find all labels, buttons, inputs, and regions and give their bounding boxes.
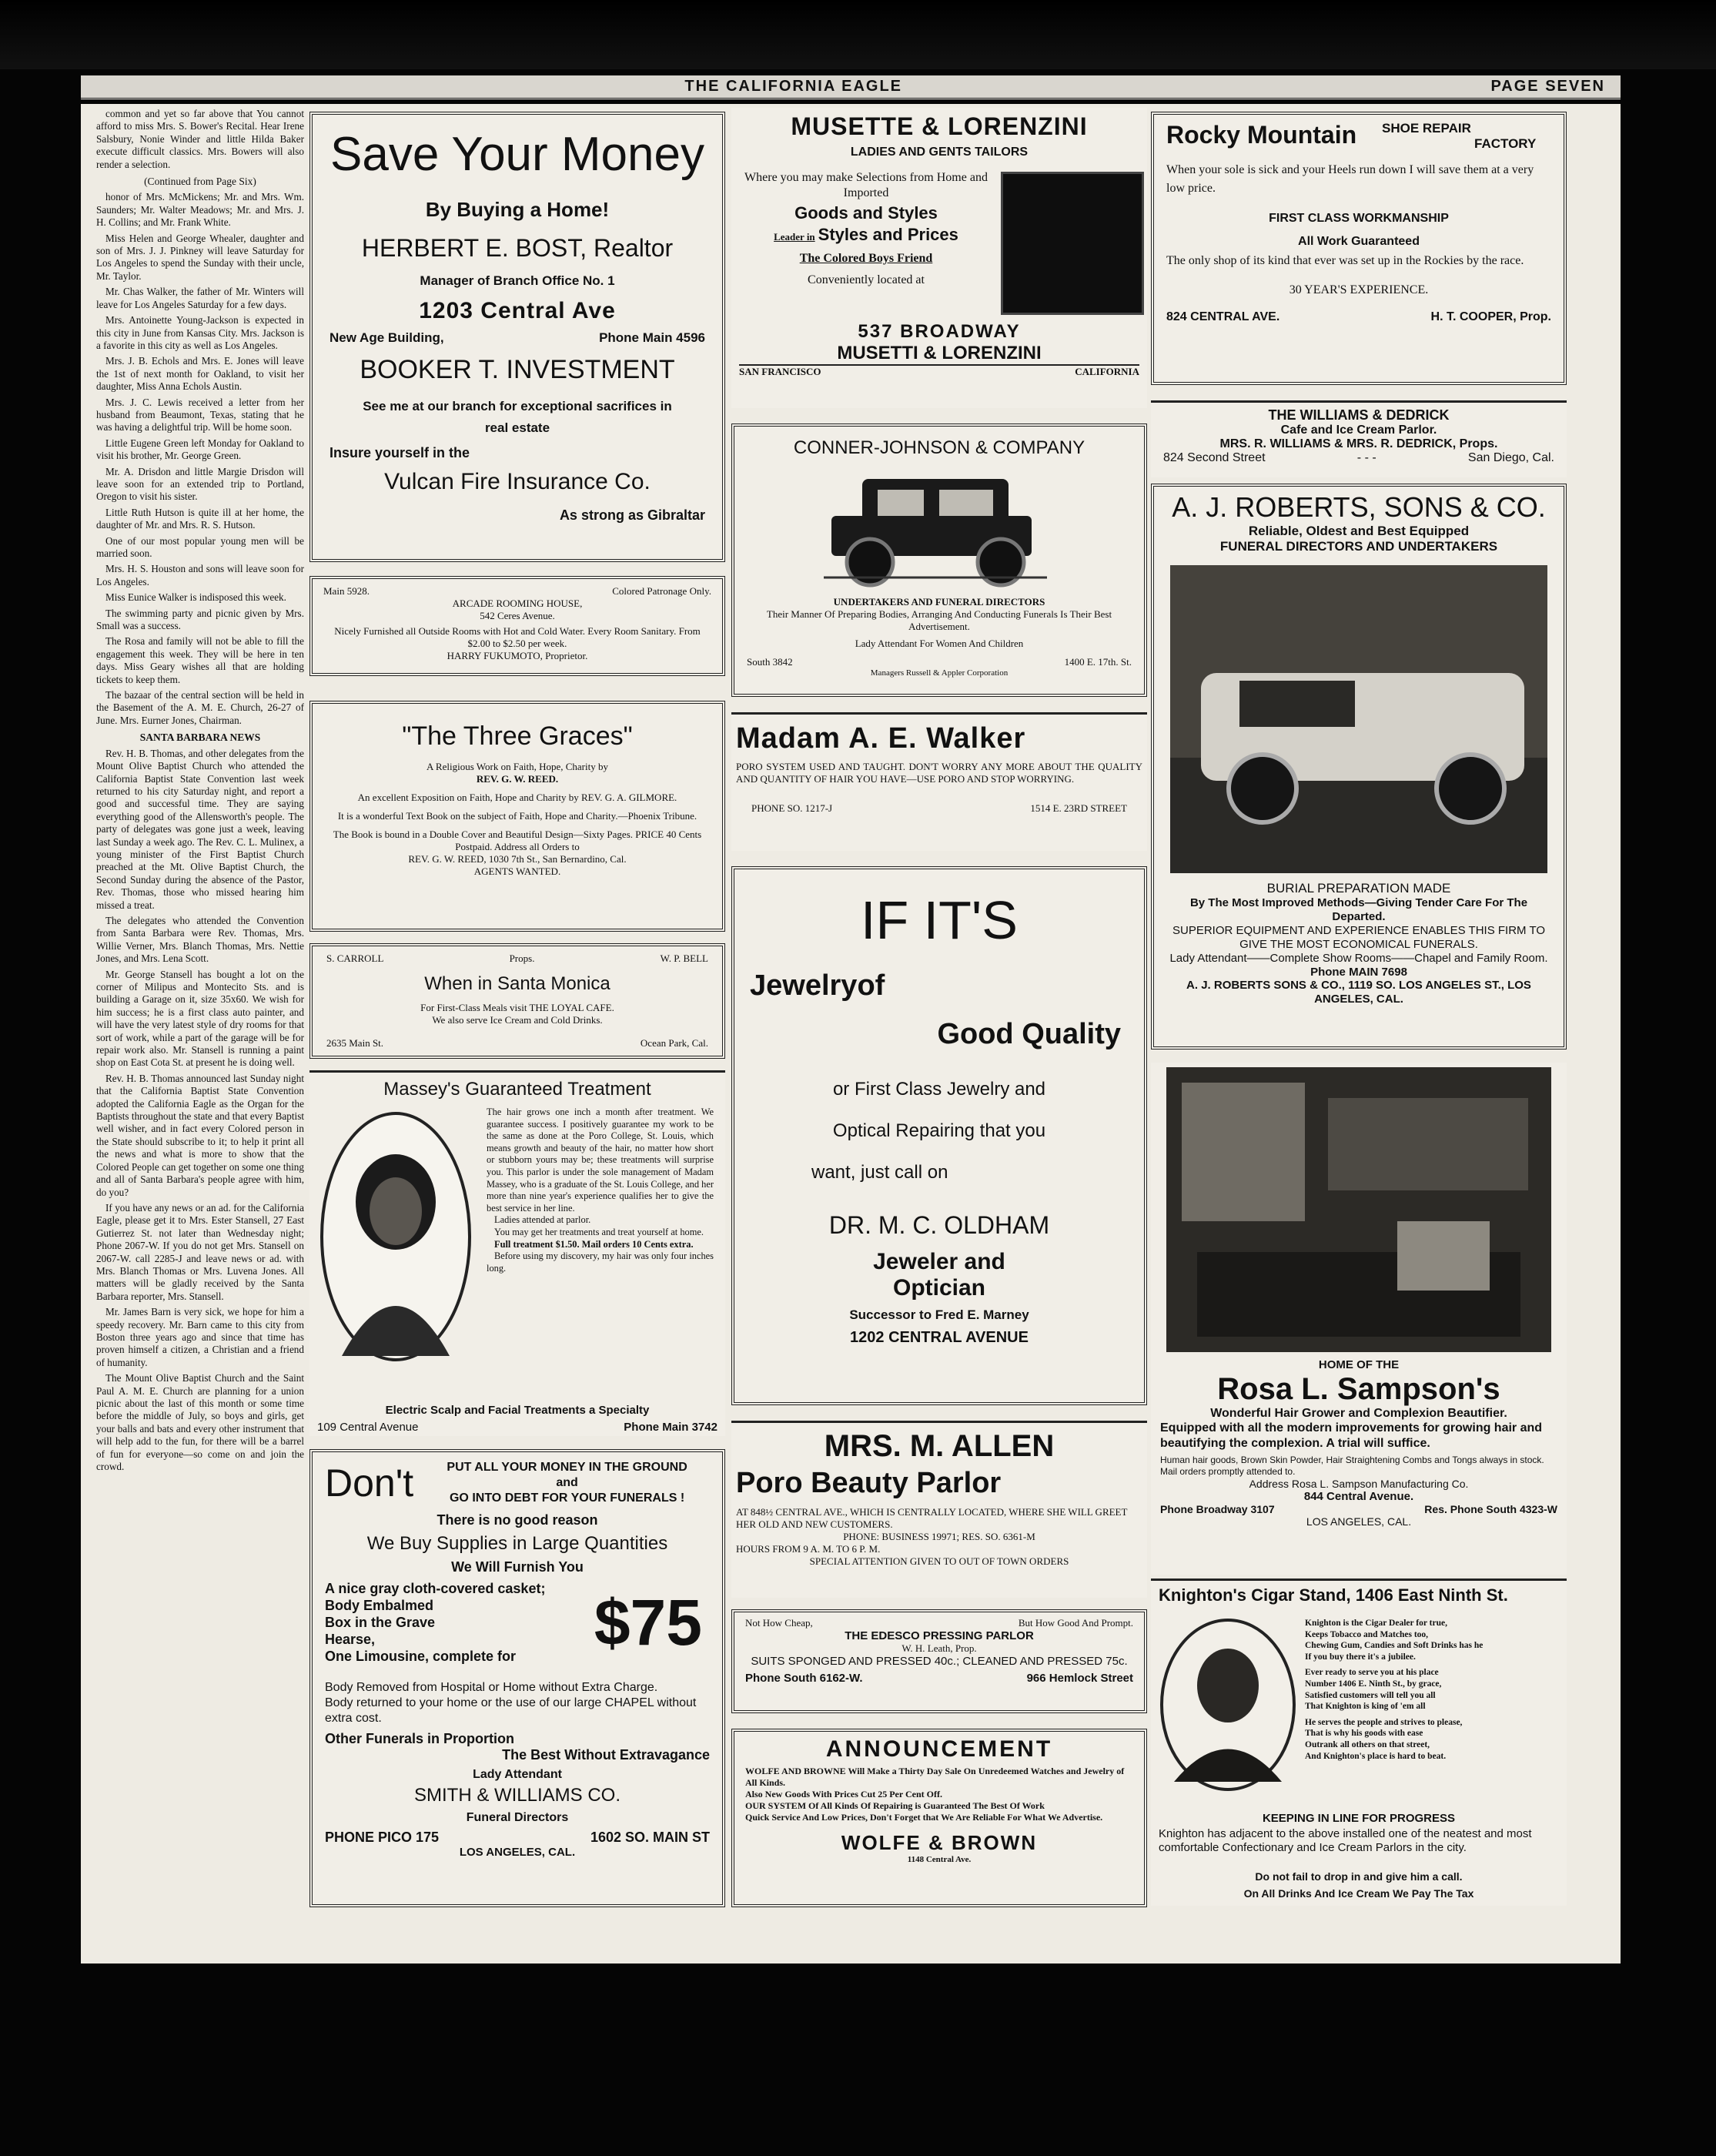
ad-line: On All Drinks And Ice Cream We Pay The Tax — [1243, 1887, 1474, 1900]
ad-line: SUPERIOR EQUIPMENT AND EXPERIENCE ENABLES THIS FIRM TO GIVE THE MOST ECONOMICAL FUNERALS. — [1172, 924, 1545, 951]
knighton-portrait — [1159, 1616, 1297, 1793]
ad-line: WOLFE AND BROWNE Will Make a Thirty Day Sale On Unredeemed Watches and Jewelry of All Kinds. — [745, 1766, 1125, 1788]
ad-line: Electric Scalp and Facial Treatments a Specialty — [385, 1404, 650, 1417]
ad-line: ARCADE ROOMING HOUSE, — [452, 598, 583, 609]
ad-title: Rocky Mountain — [1166, 121, 1357, 149]
santa-barbara-news — [96, 748, 304, 1474]
ad-text: 1602 SO. MAIN ST — [590, 1830, 710, 1845]
ad-text: 109 Central Avenue — [317, 1421, 419, 1434]
ad-title: Rosa L. Sampson's — [1217, 1372, 1500, 1406]
ad-price: $75 — [594, 1586, 702, 1659]
ad-line: Successor to Fred E. Marney — [849, 1307, 1029, 1322]
ad-row — [739, 364, 1139, 378]
ad-line: W. H. Leath, Prop. — [901, 1642, 977, 1654]
ad-text: Styles and Prices — [818, 225, 958, 244]
ad-knighton-cigar — [1151, 1578, 1567, 1906]
ad-line: Cafe and Ice Cream Parlor. — [1280, 424, 1437, 437]
ad-line: Quick Service And Low Prices, Don't Forget that We Are Reliable For What We Advertise. — [745, 1812, 1103, 1823]
ad-line: LADIES AND GENTS TAILORS — [850, 146, 1029, 159]
poem-line: That is why his goods with ease — [1305, 1729, 1423, 1739]
ad-line: want, just call on — [811, 1162, 948, 1183]
ad-line: The only shop of its kind that ever was set up in the Rockies by the race. — [1166, 254, 1524, 267]
ad-title: ANNOUNCEMENT — [825, 1736, 1053, 1762]
ad-mrs-allen — [731, 1421, 1147, 1598]
hearse-illustration — [747, 462, 1132, 593]
ad-line: REV. G. W. REED, 1030 7th St., San Bernardino, Cal. — [408, 853, 627, 865]
ad-line: LOS ANGELES, CAL. — [1306, 1515, 1412, 1528]
ad-body — [739, 159, 1139, 352]
ad-item: A nice gray cloth-covered casket; — [325, 1581, 546, 1596]
scan-border-top — [0, 0, 1716, 69]
poem-line: Number 1406 E. Ninth St., by grace, — [1305, 1679, 1442, 1689]
ad-line: 1203 Central Ave — [419, 298, 616, 323]
ad-text: Not How Cheap, — [745, 1617, 813, 1629]
ad-row — [329, 330, 705, 346]
ad-line: Vulcan Fire Insurance Co. — [384, 469, 651, 494]
ad-text: Phone South 6162-W. — [745, 1672, 863, 1685]
news-paragraph: The swimming party and picnic given by Mrs. Small was a success. — [96, 607, 304, 632]
ad-text: FACTORY — [1474, 136, 1537, 151]
ad-line: We also serve Ice Cream and Cold Drinks. — [432, 1014, 603, 1026]
news-paragraph: The Rosa and family will not be able to fill the engagement this week. They will be here in ten days. Miss Geary wishes all that are holding tickets to keep them. — [96, 635, 304, 685]
news-paragraph: Mrs. Antoinette Young-Jackson is expected in this city in June from Kansas City. Mrs. Jackson is a favorite in this city as well as Los Angeles. — [96, 314, 304, 351]
ad-text: Full treatment $1.50. Mail orders 10 Cents extra. — [494, 1238, 694, 1250]
ad-text: Before using my discovery, my hair was only four inches long. — [487, 1250, 714, 1274]
ad-line: Phone MAIN 7698 — [1310, 966, 1407, 979]
ad-text-row — [739, 227, 993, 245]
news-paragraph: Mrs. H. S. Houston and sons will leave soon for Los Angeles. — [96, 563, 304, 588]
ad-text: The hair grows one inch a month after treatment. We guarantee success. I positively guarantee my work to be the same as done at the Poro College, St. Louis, which means growth and beauty of the hair, no matter how short or stubborn yours may be; these treatments will surprise you. This parlor is under the sole management of Madam Massey, who is a graduate of the St. Louis College, and her more than nine year's experience qualifies her to give the best service in her line. — [487, 1106, 714, 1214]
ad-row — [747, 656, 1132, 668]
news-paragraph: One of our most popular young men will be married soon. — [96, 534, 304, 559]
ad-text: and — [556, 1476, 578, 1489]
ad-item: Hearse, — [325, 1632, 376, 1647]
news-paragraph: common and yet so far above that You cannot afford to miss Mrs. S. Bower's Recital. Hear Irene Salsbury, Nonie Winder and little Hilda Baker execute difficult classics. Mrs. Bowers will also render a selection. — [96, 108, 304, 170]
ad-roberts-sons — [1151, 484, 1567, 1050]
ad-massey-treatment — [309, 1070, 725, 1436]
ad-row — [317, 1421, 718, 1434]
ad-line: UNDERTAKERS AND FUNERAL DIRECTORS — [833, 596, 1045, 608]
ad-line: See me at our branch for exceptional sacrifices in real estate — [363, 399, 672, 435]
ad-row — [325, 1830, 710, 1846]
ad-line: The Book is bound in a Double Cover and Beautiful Design—Sixty Pages. PRICE 40 Cents Postpaid. Address all Orders to — [333, 829, 702, 852]
news-paragraph: Mrs. J. C. Lewis received a letter from her husband from Beaumont, Texas, stating that he was having a delightful trip. Will be home soon. — [96, 396, 304, 434]
ad-text: Phone Main 4596 — [599, 330, 705, 345]
ad-text: New Age Building, — [329, 330, 444, 345]
news-paragraph: Little Eugene Green left Monday for Oakland to visit his brother, Mr. George Green. — [96, 437, 304, 462]
ad-line: Optician — [892, 1275, 985, 1301]
ad-line: Their Manner Of Preparing Bodies, Arranging And Conducting Funerals Is Their Best Advertisement. — [766, 608, 1112, 632]
news-paragraph: Mr. James Barn is very sick, we hope for him a speedy recovery. Mr. Barn came to this city from Boston three years ago and since that time has proven himself a citizen, a Christian and a friend of humanity. — [96, 1306, 304, 1368]
ad-rocky-mountain — [1151, 112, 1567, 385]
ad-text: 1514 E. 23RD STREET — [1030, 802, 1127, 814]
ad-line: Knighton has adjacent to the above installed one of the neatest and most comfortable Confectionary and Ice Cream Parlors in the city. — [1159, 1827, 1532, 1854]
ad-line: Other Funerals in Proportion — [325, 1731, 515, 1746]
ad-photo-placeholder — [1001, 172, 1144, 315]
ad-line: SUITS SPONGED AND PRESSED 40c.; CLEANED AND PRESSED 75c. — [751, 1655, 1128, 1668]
ad-line: Do not fail to drop in and give him a call. — [1255, 1870, 1463, 1883]
ad-title: A. J. ROBERTS, SONS & CO. — [1172, 491, 1546, 523]
ad-line: Also New Goods With Prices Cut 25 Per Cent Off. — [745, 1789, 942, 1799]
ad-text: South 3842 — [747, 656, 793, 668]
ad-text: Res. Phone South 4323-W — [1424, 1503, 1557, 1515]
ad-text: You may get her treatments and treat yourself at home. — [494, 1226, 704, 1237]
ad-row — [323, 585, 711, 598]
ad-williams-dedrick — [1151, 400, 1567, 477]
ad-line: Managers Russell & Appler Corporation — [870, 668, 1009, 678]
news-paragraph: The bazaar of the central section will be held in the Basement of the A. M. E. Church, 26-27 of June. Mrs. Eurner Jones, Chairman. — [96, 689, 304, 726]
ad-title: CONNER-JOHNSON & COMPANY — [793, 437, 1085, 458]
ad-line: For First-Class Meals visit THE LOYAL CAFE. — [420, 1002, 614, 1013]
ad-left-text — [739, 170, 993, 288]
ad-line: Lady Attendant — [473, 1768, 562, 1781]
ad-text: The Colored Boys Friend — [799, 252, 933, 265]
ad-text: GO INTO DEBT FOR YOUR FUNERALS ! — [449, 1491, 685, 1505]
ad-line: When your sole is sick and your Heels run down I will save them at a very low price. — [1166, 163, 1534, 195]
ad-text: Goods and Styles — [794, 203, 938, 223]
ad-oldham-jeweler — [731, 866, 1147, 1405]
ad-line: It is a wonderful Text Book on the subject of Faith, Hope and Charity.—Phoenix Tribune. — [337, 810, 697, 822]
ad-line: Address Rosa L. Sampson Manufacturing Co. — [1249, 1478, 1469, 1490]
ad-text: Ladies attended at parlor. — [494, 1214, 591, 1226]
ad-line: SMITH & WILLIAMS CO. — [413, 1785, 621, 1806]
ad-line: There is no good reason — [437, 1512, 598, 1528]
ad-text: - - - — [1356, 451, 1376, 464]
ad-line: DR. M. C. OLDHAM — [828, 1211, 1050, 1239]
ad-line: 537 BROADWAY — [858, 321, 1021, 342]
ad-body — [487, 1106, 714, 1274]
ad-row — [1163, 451, 1554, 465]
poem-line: Outrank all others on that street, — [1305, 1739, 1430, 1749]
ad-line: By Buying a Home! — [425, 198, 610, 221]
ad-text: PUT ALL YOUR MONEY IN THE GROUND — [447, 1461, 687, 1474]
ad-title: MUSETTE & LORENZINI — [791, 112, 1088, 140]
ad-line: As strong as Gibraltar — [559, 507, 705, 523]
ad-text: Main 5928. — [323, 585, 370, 597]
ad-text: Phone Main 3742 — [624, 1421, 718, 1434]
ad-title: "The Three Graces" — [402, 721, 633, 751]
ad-text: Where you may make Selections from Home and Imported — [744, 171, 988, 199]
ad-line: Optical Repairing that you — [832, 1120, 1046, 1141]
ad-subtitle: Poro Beauty Parlor — [736, 1467, 1002, 1499]
ad-row — [326, 1037, 708, 1050]
news-paragraph: Rev. H. B. Thomas announced last Sunday night that the California Baptist State Convention adopted the California Eagle as the Organ for the Baptists throughout the state and that every Baptist well wisher, and in fact every Colored person in the State should subscribe to it; to help it print all the news and what is more to show that the Colored People can get together on some one thing and all of Santa Barbara's people agree with him, do you? — [96, 1072, 304, 1198]
poem-line: Knighton is the Cigar Dealer for true, — [1305, 1619, 1447, 1628]
ad-big-word: Don't — [325, 1461, 414, 1505]
ad-row — [745, 1617, 1133, 1629]
poem-line: If you buy there it's a jubilee. — [1305, 1652, 1416, 1662]
ad-line: THE WILLIAMS & DEDRICK — [1268, 407, 1450, 423]
ad-text: 966 Hemlock Street — [1026, 1672, 1133, 1685]
ad-text: 2635 Main St. — [326, 1037, 384, 1049]
ad-title: MRS. M. ALLEN — [824, 1429, 1055, 1463]
ad-text: S. CARROLL — [326, 952, 384, 964]
ad-text: Ocean Park, Cal. — [640, 1037, 708, 1049]
ad-line: LOS ANGELES, CAL. — [459, 1846, 576, 1859]
ad-text: Leader in — [774, 231, 815, 243]
ad-line: An excellent Exposition on Faith, Hope and Charity by REV. G. A. GILMORE. — [357, 792, 677, 803]
ad-rosa-sampson — [1151, 1063, 1567, 1575]
ad-row — [326, 952, 708, 965]
ad-title: When in Santa Monica — [424, 973, 610, 994]
funeral-car-photo — [1170, 565, 1547, 873]
news-paragraph: Mr. Chas Walker, the father of Mr. Winters will leave for Los Angeles Saturday for a few days. — [96, 286, 304, 310]
portrait-illustration — [319, 1110, 473, 1364]
ad-line: Equipped with all the modern improvements for growing hair and beautifying the complexion. A trial will suffice. — [1160, 1421, 1543, 1450]
ad-line: We Buy Supplies in Large Quantities — [366, 1533, 668, 1554]
ad-header — [1166, 121, 1551, 156]
ad-edesco-pressing — [731, 1609, 1147, 1713]
ad-line: Human hair goods, Brown Skin Powder, Hair Straightening Combs and Tongs always in stock. Mail orders promptly attended to. — [1160, 1455, 1544, 1477]
ad-text: CALIFORNIA — [1075, 366, 1139, 377]
ad-items-block — [325, 1580, 710, 1680]
ad-line: Insure yourself in the — [329, 445, 470, 460]
ad-text: But How Good And Prompt. — [1018, 1617, 1133, 1629]
ad-text: Colored Patronage Only. — [612, 585, 711, 597]
ad-line: Jeweler and — [873, 1249, 1005, 1274]
ad-bost-realtor — [309, 112, 725, 562]
ad-title: Knighton's Cigar Stand, 1406 East Ninth St. — [1159, 1585, 1508, 1605]
ad-row — [1160, 1503, 1557, 1515]
ad-musette-lorenzini — [731, 108, 1147, 408]
ad-text: H. T. COOPER, Prop. — [1430, 310, 1551, 323]
ad-line: AT 848½ CENTRAL AVE., WHICH IS CENTRALLY LOCATED, WHERE SHE WILL GREET HER OLD AND NEW CUSTOMERS. — [736, 1506, 1128, 1530]
ad-title: Madam A. E. Walker — [736, 722, 1026, 755]
ad-text: PHONE PICO 175 — [325, 1830, 440, 1845]
ad-line: KEEPING IN LINE FOR PROGRESS — [1262, 1812, 1456, 1825]
ad-line: Nicely Furnished all Outside Rooms with Hot and Cold Water. Every Room Sanitary. From $2.00 to $2.50 per week. — [334, 625, 701, 649]
news-paragraph: The delegates who attended the Convention from Santa Barbara were Rev. Thomas, Mrs. Willie Verner, Mrs. Blanch Thomas, Mrs. Nettie Jones, and Mrs. Lena Scott. — [96, 914, 304, 965]
ad-line: 1148 Central Ave. — [907, 1855, 972, 1864]
ad-line: THE EDESCO PRESSING PARLOR — [845, 1629, 1034, 1642]
ad-text: SHOE REPAIR — [1382, 121, 1471, 136]
ad-line: A Religious Work on Faith, Hope, Charity by — [426, 761, 608, 772]
ad-title: Massey's Guaranteed Treatment — [383, 1079, 651, 1100]
ad-line: Good Quality — [937, 1018, 1121, 1050]
ad-three-graces — [309, 701, 725, 932]
ad-line: Funeral Directors — [466, 1811, 569, 1824]
ad-line: HERBERT E. BOST, Realtor — [361, 234, 674, 262]
parlor-interior-photo — [1166, 1067, 1551, 1352]
ad-headline: Save Your Money — [329, 128, 704, 181]
ad-wolfe-brown — [731, 1729, 1147, 1907]
ad-row — [1166, 310, 1551, 324]
ad-line: The Best Without Extravagance — [502, 1747, 710, 1763]
ad-text: SAN FRANCISCO — [739, 366, 821, 377]
ad-poem — [1305, 1618, 1559, 1762]
continued-note: (Continued from Page Six) — [144, 176, 256, 188]
ad-line: PORO SYSTEM USED AND TAUGHT. DON'T WORRY ANY MORE ABOUT THE QUALITY AND QUANTITY OF HAIR YOU HAVE—USE PORO AND STOP WORRYING. — [736, 761, 1142, 785]
ad-header — [325, 1460, 710, 1506]
news-paragraph: honor of Mrs. McMickens; Mr. and Mrs. Wm. Saunders; Mr. Walter Meadows; Mr. and Mrs. J. H. Collins; and Mr. Frank White. — [96, 191, 304, 229]
ad-text: Phone Broadway 3107 — [1160, 1503, 1275, 1515]
news-paragraph: Miss Helen and George Whealer, daughter and son of Mrs. J. J. Pinkney will leave Saturday for Los Angeles to spend the Sunday with their uncle, Mr. Taylor. — [96, 232, 304, 282]
ad-santa-monica — [309, 943, 725, 1059]
ad-line: Lady Attendant——Complete Show Rooms——Chapel and Family Room. — [1169, 952, 1548, 965]
ad-arcade-rooming — [309, 576, 725, 676]
news-paragraph: Little Ruth Hutson is quite ill at her home, the daughter of Mr. and Mrs. R. S. Hutson. — [96, 506, 304, 531]
poem-line: Chewing Gum, Candies and Soft Drinks has he — [1305, 1641, 1484, 1651]
ad-line: MRS. R. WILLIAMS & MRS. R. DEDRICK, Props. — [1219, 437, 1498, 450]
ad-line: BURIAL PREPARATION MADE — [1266, 881, 1451, 896]
poem-line: Keeps Tobacco and Matches too, — [1305, 1629, 1429, 1639]
ad-text: San Diego, Cal. — [1467, 451, 1554, 464]
ad-line: WOLFE & BROWN — [841, 1831, 1038, 1854]
ad-line: Jewelryof — [750, 969, 885, 1002]
ad-line: Body returned to your home or the use of our large CHAPEL without extra cost. — [325, 1696, 697, 1725]
ad-text: Props. — [509, 952, 535, 964]
ad-item: Box in the Grave — [325, 1615, 436, 1630]
news-paragraph: If you have any news or an ad. for the California Eagle, please get it to Mrs. Ester Stansell, 27 East Gutierrez St. not later than Wednesday night; Phone 2067-W. If you do not get Mrs. Stansell on 2067-W. call 2285-J and leave news or ad. with Mrs. Blanch Thomas or Mrs. Luvena Jones. All matters will be gladly received by the Santa Barbara reporter, Mrs. Stansell. — [96, 1201, 304, 1302]
ad-row — [745, 1672, 1133, 1685]
ad-line: SPECIAL ATTENTION GIVEN TO OUT OF TOWN ORDERS — [809, 1555, 1069, 1567]
news-paragraph: The Mount Olive Baptist Church and the Saint Paul A. M. E. Church are planning for a union picnic about the last of this month or some time before the middle of July, so boys and girls, get your balls and bats and every other instrument that will help add to the fun, for there will be a barrel of fun for everyone—so come on and join the crowd. — [96, 1372, 304, 1473]
ad-line: 844 Central Avenue. — [1303, 1490, 1414, 1503]
news-intro — [96, 108, 304, 171]
ad-line: By The Most Improved Methods—Giving Tender Care For The Departed. — [1189, 896, 1528, 923]
poem-line: Satisfied customers will tell you all — [1305, 1690, 1436, 1700]
news-paragraph: Miss Eunice Walker is indisposed this week. — [105, 591, 286, 604]
ad-item: Body Embalmed — [325, 1598, 434, 1613]
ad-line: Reliable, Oldest and Best Equipped — [1248, 524, 1470, 538]
ad-line: Body Removed from Hospital or Home without Extra Charge. — [325, 1681, 658, 1694]
ad-line: 1202 CENTRAL AVENUE — [850, 1329, 1029, 1346]
ad-line: AGENTS WANTED. — [473, 865, 561, 877]
ad-line: FUNERAL DIRECTORS AND UNDERTAKERS — [1219, 539, 1498, 554]
ad-line: We Will Furnish You — [451, 1559, 584, 1575]
news-paragraph: Mr. George Stansell has bought a lot on the corner of Milipus and Montecito Sts. and is building a Garage on it, size 35x60. We wish for him success; he is a first class auto painter, and will have the very latest style of dry rooms for that sort of work, while a part of the garage will be for repair work also. Mr. Stansell is running a paint shop on East Cota St. at present he is doing well. — [96, 968, 304, 1069]
ad-line: Wonderful Hair Grower and Complexion Beautifier. — [1210, 1407, 1507, 1420]
ad-text: 824 CENTRAL AVE. — [1166, 310, 1280, 323]
poem-line: That Knighton is king of 'em all — [1305, 1702, 1426, 1712]
ad-row — [736, 802, 1142, 815]
ad-text: W. P. BELL — [660, 952, 708, 964]
ad-line: PHONE: BUSINESS 19971; RES. SO. 6361-M — [843, 1531, 1035, 1542]
ad-headline: IF IT'S — [861, 890, 1018, 950]
news-paragraph: Mrs. J. B. Echols and Mrs. E. Jones will leave the 1st of next month for Oakland, to visit her daughter, Miss Anna Echols Austin. — [96, 355, 304, 393]
ad-line: HOURS FROM 9 A. M. TO 6 P. M. — [736, 1543, 881, 1555]
ad-item: One Limousine, complete for — [325, 1649, 517, 1664]
poem-line: And Knighton's place is hard to beat. — [1305, 1751, 1447, 1761]
ad-line: HARRY FUKUMOTO, Proprietor. — [447, 650, 588, 661]
ad-line: or First Class Jewelry and — [832, 1079, 1046, 1100]
poem-line: He serves the people and strives to please, — [1305, 1717, 1463, 1727]
ad-line: Lady Attendant For Women And Children — [855, 638, 1024, 649]
ad-line: OUR SYSTEM Of All Kinds Of Repairing is Guaranteed The Best Of Work — [745, 1800, 1045, 1811]
ad-line: Manager of Branch Office No. 1 — [420, 273, 615, 288]
ad-text: 824 Second Street — [1163, 451, 1266, 464]
news-column — [96, 108, 304, 1956]
ad-line: 30 YEAR'S EXPERIENCE. — [1289, 283, 1429, 296]
ad-line: A. J. ROBERTS SONS & CO., 1119 SO. LOS ANGELES ST., LOS ANGELES, CAL. — [1186, 979, 1531, 1006]
ad-line: FIRST CLASS WORKMANSHIP — [1269, 212, 1449, 225]
ad-line: REV. G. W. REED. — [476, 773, 559, 785]
ad-text: 1400 E. 17th. St. — [1064, 656, 1132, 668]
ad-smith-williams — [309, 1449, 725, 1907]
section-heading: SANTA BARBARA NEWS — [139, 732, 261, 744]
poem-line: Ever ready to serve you at his place — [1305, 1668, 1439, 1678]
ad-line: 542 Ceres Avenue. — [480, 610, 555, 621]
society-news — [96, 191, 304, 727]
ad-line: All Work Guaranteed — [1298, 235, 1420, 248]
news-paragraph: Mr. A. Drisdon and little Margie Drisdon will leave soon for an extended trip to Portland, Oregon to visit his sister. — [96, 465, 304, 503]
masthead — [81, 75, 1621, 100]
masthead-title: THE CALIFORNIA EAGLE — [684, 78, 903, 95]
ad-header-text — [424, 1460, 710, 1506]
masthead-page: PAGE SEVEN — [1490, 78, 1605, 95]
ad-line: BOOKER T. INVESTMENT — [360, 355, 675, 384]
ad-text: PHONE SO. 1217-J — [751, 802, 833, 814]
ad-madam-walker — [731, 712, 1147, 851]
ad-text: Conveniently located at — [808, 273, 925, 286]
news-paragraph: Rev. H. B. Thomas, and other delegates from the Mount Olive Baptist Church who attended the California Baptist State Convention last week returned to his city Saturday night, and report a good and successful time. They are saying everything good of the Allensworth's people. The party of delegates was gone just a week, leaving last Sunday a week ago. The Rev. C. L. Mulinex, a young minister of the First Baptist Church preached at the Mt. Olive Baptist Church, the Second Sunday during the absence of the Pastor, Rev. Thomas, those who missed hearing him missed a treat. — [96, 747, 304, 911]
ad-conner-johnson — [731, 424, 1147, 697]
ad-line: MUSETTI & LORENZINI — [837, 343, 1042, 363]
ad-line: HOME OF THE — [1318, 1358, 1400, 1371]
